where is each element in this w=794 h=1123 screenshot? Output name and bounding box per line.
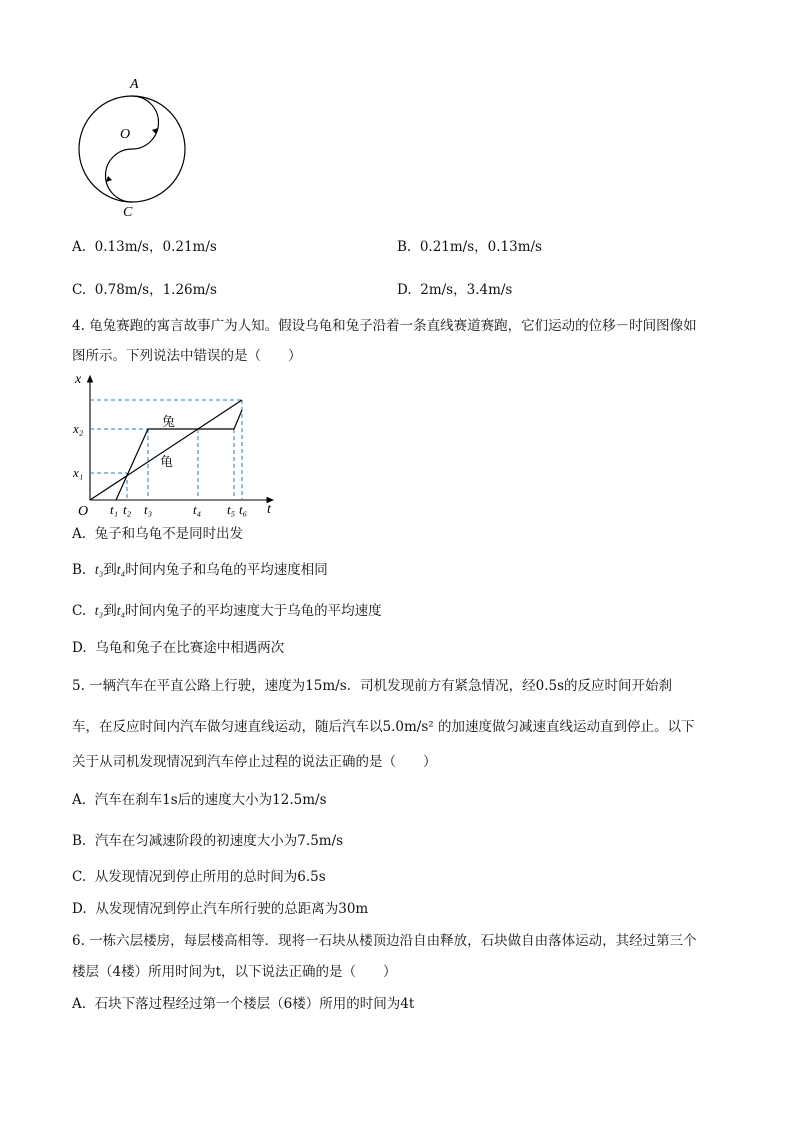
option-letter: D.	[72, 640, 87, 656]
q4-stem-line2: 图所示。下列说法中错误的是（ ）	[72, 348, 302, 364]
option-t-start: t₃	[94, 603, 104, 618]
q3-option-b	[397, 238, 542, 256]
option-text: 时间内兔子的平均速度大于乌龟的平均速度	[125, 603, 382, 619]
y-axis-label: x	[75, 372, 82, 387]
t-tick-3: t₃	[144, 502, 153, 517]
label-A: A	[130, 77, 139, 92]
option-to: 到	[103, 562, 117, 578]
q6-option-a	[72, 995, 414, 1013]
q5-option-d	[72, 900, 368, 918]
option-letter: A.	[72, 526, 87, 542]
y-tick-x1: x₁	[73, 465, 84, 480]
arrow-icon-lower	[106, 176, 112, 182]
q4-option-b	[72, 561, 328, 579]
option-letter: B.	[72, 833, 87, 849]
option-letter: A.	[72, 792, 87, 808]
q6-stem-line2: 楼层（4楼）所用时间为t，以下说法正确的是（ ）	[72, 964, 397, 980]
option-to: 到	[103, 603, 117, 619]
option-letter: A.	[72, 996, 87, 1012]
option-letter: C.	[72, 282, 87, 298]
q4-option-a	[72, 525, 243, 543]
label-C: C	[123, 205, 133, 220]
q5-option-c	[72, 868, 326, 886]
option-letter: C.	[72, 603, 87, 619]
q5-option-b	[72, 832, 343, 850]
option-t-end: t₄	[116, 603, 126, 618]
option-t-start: t₃	[94, 562, 104, 577]
q4-option-d	[72, 639, 284, 657]
option-text: 时间内兔子和乌龟的平均速度相同	[125, 562, 328, 578]
option-text: 0.21m/s，0.13m/s	[419, 239, 542, 255]
option-text: 石块下落过程经过第一个楼层（6楼）所用的时间为4t	[94, 996, 415, 1012]
rabbit-label: 兔	[162, 414, 176, 429]
x-axis-label: t	[267, 502, 271, 517]
option-letter: B.	[397, 239, 412, 255]
option-text: 乌龟和兔子在比赛途中相遇两次	[95, 640, 285, 656]
t-tick-1: t₁	[110, 502, 119, 517]
option-text: 汽车在匀减速阶段的初速度大小为7.5m/s	[94, 833, 344, 849]
t-tick-2: t₂	[123, 502, 132, 517]
q6-stem-line1: 6. 一栋六层楼房，每层楼高相等．现将一石块从楼顶边沿自由释放，石块做自由落体运动，其经过第三个	[72, 933, 697, 949]
q5-stem-line1: 5. 一辆汽车在平直公路上行驶，速度为15m/s．司机发现前方有紧急情况，经0.5s的反应时间开始刹	[72, 678, 673, 694]
option-letter: C.	[72, 869, 87, 885]
t-tick-4: t₄	[193, 502, 202, 517]
option-text: 0.13m/s，0.21m/s	[94, 239, 217, 255]
q5-option-a	[72, 791, 327, 809]
q3-option-c	[72, 281, 217, 299]
option-text: 从发现情况到停止汽车所行驶的总距离为30m	[95, 901, 369, 917]
q5-stem-line2: 车，在反应时间内汽车做匀速直线运动，随后汽车以5.0m/s² 的加速度做匀减速直线运动直到停止。以下	[72, 719, 695, 735]
xt-graph	[68, 368, 288, 520]
option-text: 0.78m/s，1.26m/s	[94, 282, 217, 298]
q4-stem-line1: 4. 龟兔赛跑的寓言故事广为人知。假设乌龟和兔子沿着一条直线赛道赛跑，它们运动的位移－时间图像如	[72, 318, 697, 334]
option-letter: B.	[72, 562, 87, 578]
option-text: 2m/s，3.4m/s	[420, 282, 513, 298]
circle-path-figure	[70, 72, 200, 222]
option-text: 从发现情况到停止所用的总时间为6.5s	[94, 869, 326, 885]
option-t-end: t₄	[116, 562, 126, 577]
s-curve-path	[106, 96, 159, 202]
option-letter: D.	[397, 282, 412, 298]
rabbit-line	[116, 410, 242, 500]
q4-option-c	[72, 602, 382, 620]
q3-option-d	[397, 281, 512, 299]
option-text: 汽车在刹车1s后的速度大小为12.5m/s	[94, 792, 327, 808]
label-O: O	[120, 127, 131, 142]
t-tick-6: t₆	[239, 502, 248, 517]
y-tick-x2: x₂	[73, 421, 84, 436]
q3-option-a	[72, 238, 217, 256]
tortoise-label: 龟	[160, 454, 174, 469]
option-letter: D.	[72, 901, 87, 917]
t-tick-5: t₅	[227, 502, 236, 517]
option-letter: A.	[72, 239, 87, 255]
option-text: 兔子和乌龟不是同时出发	[94, 526, 244, 542]
q5-stem-line3: 关于从司机发现情况到汽车停止过程的说法正确的是（ ）	[72, 754, 437, 770]
origin-label: O	[78, 504, 89, 519]
